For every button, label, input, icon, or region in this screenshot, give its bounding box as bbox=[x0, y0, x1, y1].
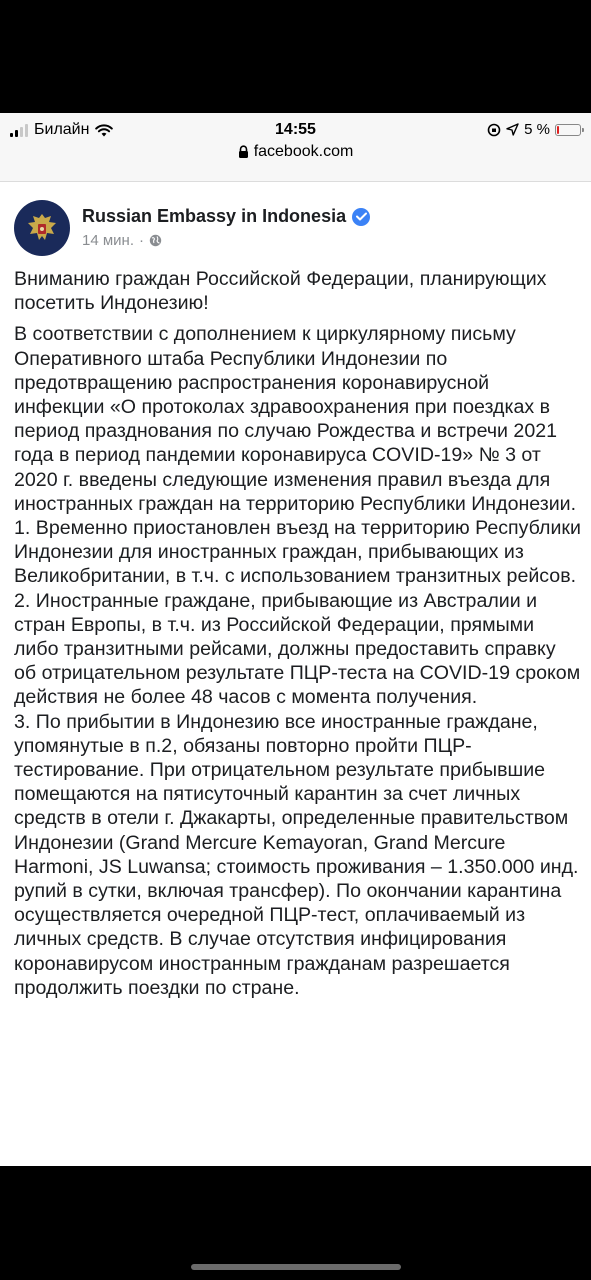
facebook-post bbox=[0, 182, 591, 1166]
author-name[interactable] bbox=[82, 206, 370, 227]
home-indicator[interactable] bbox=[191, 1264, 401, 1270]
coat-of-arms-icon bbox=[25, 210, 59, 246]
post-meta bbox=[82, 232, 370, 249]
location-arrow-icon bbox=[506, 123, 519, 136]
post-point-2: 2. Иностранные граждане, прибывающие из Австралии и стран Европы, в т.ч. из Российской Федерации, прямыми либо транзитными рейсами, должны предоставить справку об отрицательном результате ПЦР-теста на COVID-19 сроком действия не более 48 часов с момента получения. bbox=[14, 589, 581, 709]
author-block bbox=[82, 200, 370, 249]
lock-icon bbox=[238, 145, 249, 159]
author-name-text[interactable]: Russian Embassy in Indonesia bbox=[82, 206, 347, 226]
post-body bbox=[14, 267, 582, 1000]
meta-separator: · bbox=[139, 232, 144, 249]
post-greeting: Вниманию граждан Российской Федерации, планирующих посетить Индонезию! bbox=[14, 268, 547, 315]
browser-header bbox=[0, 113, 591, 182]
verified-badge-icon bbox=[352, 208, 370, 226]
globe-icon bbox=[149, 234, 162, 247]
screen-bottom-bezel bbox=[0, 1166, 591, 1280]
url-text: facebook.com bbox=[253, 143, 354, 160]
avatar[interactable] bbox=[14, 200, 70, 256]
battery-icon bbox=[555, 124, 581, 136]
carrier-name: Билайн bbox=[34, 121, 90, 138]
post-timestamp[interactable]: 14 мин. bbox=[82, 232, 134, 249]
rotation-lock-icon bbox=[487, 123, 501, 137]
clock: 14:55 bbox=[275, 121, 316, 138]
post-point-3: 3. По прибытии в Индонезию все иностранные граждане, упомянутые в п.2, обязаны повторно пройти ПЦР-тестирование. При отрицательном результате прибывшие помещаются на пятисуточный карантин за счет личных средств в отели г. Джакарты, определенные правительством Индонезии (Grand Mercure Kemayoran, Grand Mercure Harmoni, JS Luwansa; стоимость проживания – 1.350.000 инд. рупий в сутки, включая трансфер). По окончании карантина осуществляется очередной ПЦР-тест, оплачиваемый из личных средств. В случае отсутствия инфицирования коронавирусом иностранным гражданам разрешается продолжить поездки по стране. bbox=[14, 710, 579, 999]
post-point-1: 1. Временно приостановлен въезд на территорию Республики Индонезии для иностранных граждан, прибывающих из Великобритании, в т.ч. с использованием транзитных рейсов. bbox=[14, 517, 581, 588]
status-right bbox=[487, 121, 581, 138]
post-header bbox=[14, 200, 370, 256]
post-paragraph: В соответствии с дополнением к циркулярному письму Оперативного штаба Республики Индонезии по предотвращению распространения коронавирусной инфекции «О протоколах здравоохранения при поездках в период празднования по случаю Рождества и встречи 2021 года в период пандемии коронавируса COVID-19» № 3 от 2020 г. введены следующие изменения правил въезда для иностранных граждан на территорию Республики Индонезии. bbox=[14, 323, 577, 515]
battery-percent: 5 % bbox=[524, 121, 550, 138]
address-bar[interactable] bbox=[0, 143, 591, 161]
battery-level bbox=[557, 126, 559, 134]
